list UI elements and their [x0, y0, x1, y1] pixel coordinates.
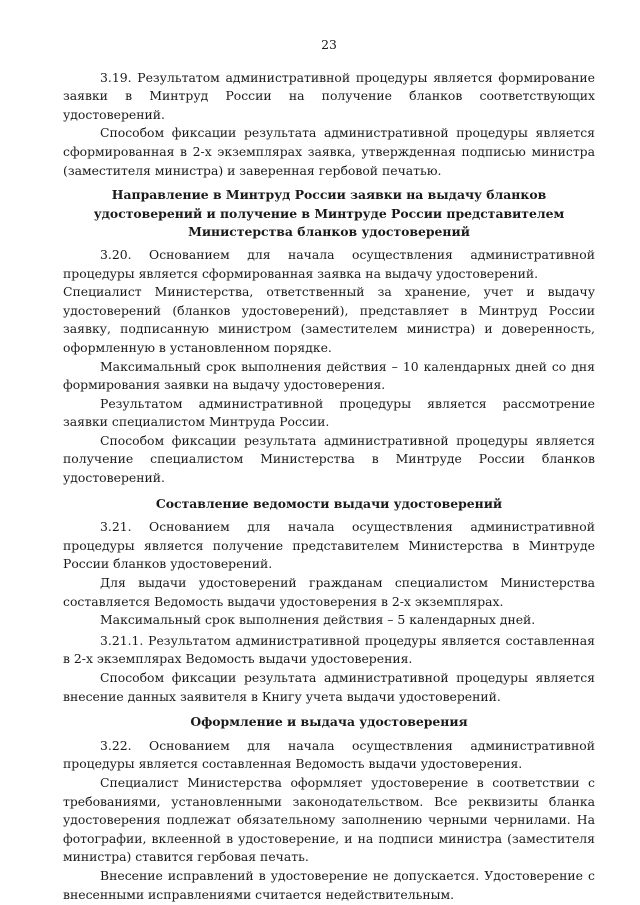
paragraph-3-19-fixation: Способом фиксации результата административной процедуры является сформированная в 2-х экземплярах заявка, утвержденная подписью министра (заместителя министра) и заверенная гербовой печатью.	[63, 125, 595, 178]
section-heading-statement: Составление ведомости выдачи удостоверений	[155, 495, 503, 511]
paragraph-3-22: 3.22. Основанием для начала осуществления административной процедуры является составленная Ведомость выдачи удостоверения.	[63, 737, 595, 772]
paragraph-3-20-specialist: Специалист Министерства, ответственный за хранение, учет и выдачу удостоверений (бланков удостоверений), представляет в Минтруд России заявку, подписанную министром (заместителем министра) и доверенность, оформленную в установленном порядке.	[63, 284, 595, 355]
section-heading-issuance: Оформление и выдача удостоверения	[190, 714, 468, 730]
paragraph-3-21-deadline: Максимальный срок выполнения действия – 5 календарных дней.	[100, 612, 536, 628]
paragraph-3-20-fixation: Способом фиксации результата административной процедуры является получение специалистом Министерства в Минтруде России бланков удостоверений.	[63, 432, 595, 486]
paragraph-3-20-deadline: Максимальный срок выполнения действия – 10 календарных дней со дня формирования заявки на выдачу удостоверения.	[63, 358, 595, 393]
paragraph-3-21-issue: Для выдачи удостоверений гражданам специалистом Министерства составляется Ведомость выдачи удостоверения в 2-х экземплярах.	[63, 575, 595, 609]
paragraph-3-19: 3.19. Результатом административной процедуры является формирование заявки в Минтруд России на получение бланков соответствующих удостоверений.	[63, 69, 595, 122]
page-number: 23	[321, 37, 337, 52]
paragraph-3-22-corrections: Внесение исправлений в удостоверение не допускается. Удостоверение с внесенными исправлениями считается недействительным.	[63, 867, 595, 902]
paragraph-3-20: 3.20. Основанием для начала осуществления административной процедуры является сформированная заявка на выдачу удостоверений.	[63, 246, 595, 281]
section-heading-send-request: Направление в Минтруд России заявки на выдачу бланков удостоверений и получение в Минтруде России представителем Министерства бланков удостоверений	[93, 187, 565, 240]
paragraph-3-20-result: Результатом административной процедуры является рассмотрение заявки специалистом Минтруда России.	[63, 395, 595, 430]
paragraph-3-21: 3.21. Основанием для начала осуществления административной процедуры является получение представителем Министерства в Минтруде России бланков удостоверений.	[63, 519, 595, 572]
paragraph-3-21-fixation: Способом фиксации результата административной процедуры является внесение данных заявителя в Книгу учета выдачи удостоверений.	[63, 670, 595, 704]
paragraph-3-22-specialist: Специалист Министерства оформляет удостоверение в соответствии с требованиями, установленными законодательством. Все реквизиты бланка удостоверения подлежат обязательному заполнению черными чернилами. На фотографии, вклеенной в удостоверение, и на подписи министра (заместителя министра) ставится гербовая печать.	[63, 774, 595, 865]
paragraph-3-21-1: 3.21.1. Результатом административной процедуры является составленная в 2-х экземплярах Ведомость выдачи удостоверения.	[63, 632, 595, 667]
